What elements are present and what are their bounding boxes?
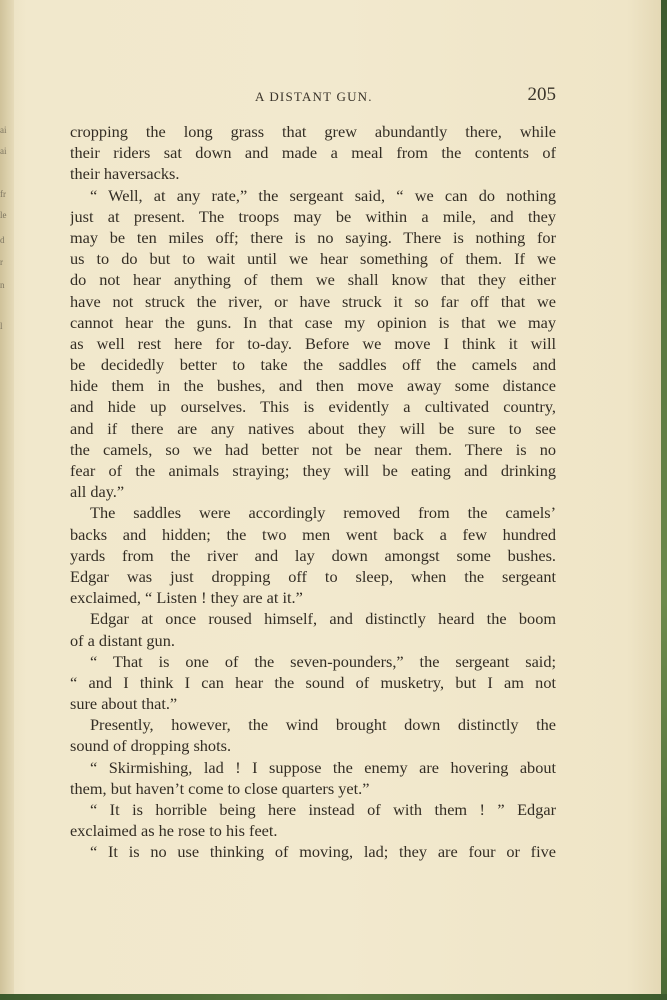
gutter-mark: r	[0, 257, 3, 267]
text-line: us to do but to wait until we hear something of them. If we	[70, 249, 556, 269]
cover-edge-right	[661, 0, 667, 1000]
text-line: “ It is horrible being here instead of with them ! ” Edgar	[90, 800, 556, 819]
gutter-mark: d	[0, 235, 5, 245]
text-line: cannot hear the guns. In that case my opinion is that we may	[70, 312, 556, 332]
text-line: backs and hidden; the two men went back a few hundred	[70, 524, 556, 544]
text-line: the camels, so we had better not be near them. There is no	[70, 439, 556, 459]
gutter-mark: n	[0, 280, 5, 290]
text-line: just at present. The troops may be within a mile, and they	[70, 206, 556, 226]
text-line: exclaimed as he rose to his feet.	[70, 821, 278, 841]
text-line: Edgar was just dropping off to sleep, when the sergeant	[70, 566, 556, 586]
text-line: “ and I think I can hear the sound of musketry, but I am not	[70, 672, 556, 692]
text-line: their riders sat down and made a meal from the contents of	[70, 143, 556, 163]
gutter-mark: ai	[0, 125, 7, 135]
text-line: their haversacks.	[70, 164, 180, 184]
text-line: of a distant gun.	[70, 630, 175, 650]
text-line: “ It is no use thinking of moving, lad; they are four or five	[90, 842, 556, 862]
text-line: fear of the animals straying; they will be eating and drinking	[70, 461, 556, 480]
text-line: Edgar at once roused himself, and distinctly heard the boom	[90, 609, 556, 629]
text-line: exclaimed, “ Listen ! they are at it.”	[70, 588, 303, 608]
binding-gutter	[0, 0, 14, 1000]
text-line: Presently, however, the wind brought down distinctly the	[90, 715, 556, 735]
gutter-mark: l	[0, 321, 3, 331]
body-text	[70, 121, 556, 863]
page-number: 205	[527, 84, 556, 105]
text-line: them, but haven’t come to close quarters yet.”	[70, 778, 370, 798]
gutter-mark: ai	[0, 146, 7, 156]
text-line: be decidedly better to take the saddles off the camels and	[70, 355, 556, 375]
text-line: sound of dropping shots.	[70, 736, 232, 756]
text-line: “ Skirmishing, lad ! I suppose the enemy are hovering about	[90, 757, 556, 777]
text-line: do not hear anything of them we shall know that they either	[70, 270, 556, 290]
text-line: yards from the river and lay down amongst some bushes.	[70, 545, 556, 565]
cover-edge-bottom	[0, 994, 667, 1000]
text-line: and hide up ourselves. This is evidently a cultivated country,	[70, 397, 556, 417]
text-line: “ Well, at any rate,” the sergeant said, “ we can do nothing	[90, 185, 556, 205]
text-line: as well rest here for to-day. Before we move I think it will	[70, 333, 556, 353]
text-line: The saddles were accordingly removed from the camels’	[90, 503, 556, 523]
gutter-mark: fr	[0, 189, 6, 199]
text-line: all day.”	[70, 482, 125, 502]
gutter-mark: le	[0, 210, 7, 220]
text-line: “ That is one of the seven-pounders,” the sergeant said;	[90, 651, 556, 671]
page-header	[70, 86, 556, 108]
text-line: and if there are any natives about they will be sure to see	[70, 418, 556, 438]
text-line: hide them in the bushes, and then move away some distance	[70, 376, 556, 396]
text-line: sure about that.”	[70, 694, 178, 714]
text-line: cropping the long grass that grew abundantly there, while	[70, 122, 556, 141]
text-line: may be ten miles off; there is no saying. There is nothing for	[70, 227, 556, 247]
text-line: have not struck the river, or have struck it so far off that we	[70, 291, 556, 311]
running-head: A DISTANT GUN.	[255, 89, 373, 104]
